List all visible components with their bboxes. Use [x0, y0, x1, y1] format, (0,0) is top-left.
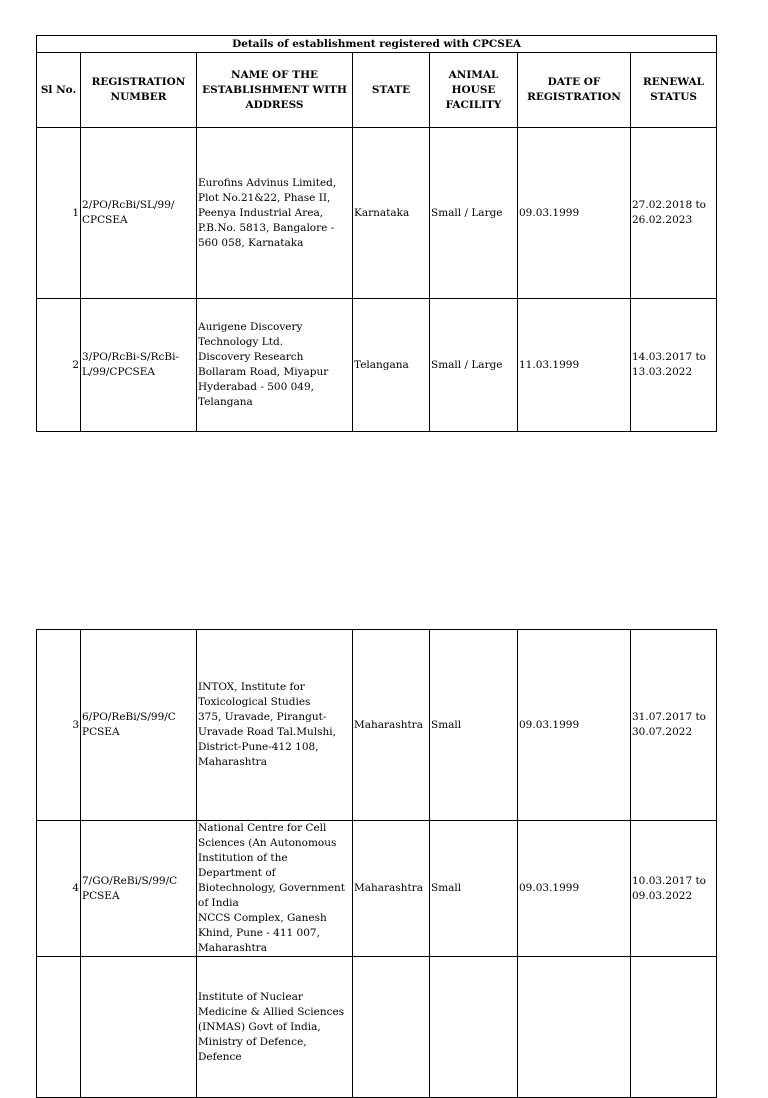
facility-cell: Small / Large [430, 128, 518, 299]
registration-table-top [36, 35, 717, 432]
registration-date-cell: 09.03.1999 [518, 821, 631, 957]
registration-number-cell: 2/PO/RcBi/SL/99/ CPCSEA [81, 128, 197, 299]
establishment-address-cell: Aurigene Discovery Technology Ltd. Discovery Research Bollaram Road, Miyapur Hyderabad - 500 049, Telangana [197, 299, 353, 432]
registration-table-continued [36, 629, 717, 1098]
facility-cell: Small [430, 821, 518, 957]
state-cell: Telangana [353, 299, 430, 432]
renewal-status-cell [631, 957, 717, 1098]
facility-cell [430, 957, 518, 1098]
sl-no-cell: 3 [37, 630, 81, 821]
state-cell: Karnataka [353, 128, 430, 299]
header-animal-house: ANIMAL HOUSE FACILITY [430, 53, 518, 128]
table-row [37, 957, 717, 1098]
registration-number-cell [81, 957, 197, 1098]
header-renewal-status: RENEWAL STATUS [631, 53, 717, 128]
registration-date-cell: 09.03.1999 [518, 630, 631, 821]
renewal-status-cell: 27.02.2018 to 26.02.2023 [631, 128, 717, 299]
header-state: STATE [353, 53, 430, 128]
establishment-address-cell: National Centre for Cell Sciences (An Autonomous Institution of the Department of Biotechnology, Government of India NCCS Complex, Ganesh Khind, Pune - 411 007, Maharashtra [197, 821, 353, 957]
establishment-address-cell: INTOX, Institute for Toxicological Studies 375, Uravade, Pirangut- Uravade Road Tal.Mulshi, District-Pune-412 108, Maharashtra [197, 630, 353, 821]
table-row [37, 630, 717, 821]
registration-date-cell: 11.03.1999 [518, 299, 631, 432]
header-establishment-name: NAME OF THE ESTABLISHMENT WITH ADDRESS [197, 53, 353, 128]
sl-no-cell: 4 [37, 821, 81, 957]
registration-number-cell: 6/PO/ReBi/S/99/C PCSEA [81, 630, 197, 821]
registration-number-cell: 3/PO/RcBi-S/RcBi- L/99/CPCSEA [81, 299, 197, 432]
sl-no-cell: 1 [37, 128, 81, 299]
establishment-address-cell: Institute of Nuclear Medicine & Allied Sciences (INMAS) Govt of India, Ministry of Defence, Defence [197, 957, 353, 1098]
state-cell [353, 957, 430, 1098]
sl-no-cell: 2 [37, 299, 81, 432]
header-date-of-registration: DATE OF REGISTRATION [518, 53, 631, 128]
renewal-status-cell: 14.03.2017 to 13.03.2022 [631, 299, 717, 432]
state-cell: Maharashtra [353, 630, 430, 821]
header-registration-number: REGISTRATION NUMBER [81, 53, 197, 128]
table-row [37, 299, 717, 432]
table-title: Details of establishment registered with CPCSEA [37, 36, 717, 53]
renewal-status-cell: 31.07.2017 to 30.07.2022 [631, 630, 717, 821]
sl-no-cell [37, 957, 81, 1098]
registration-date-cell [518, 957, 631, 1098]
table-row [37, 821, 717, 957]
registration-number-cell: 7/GO/ReBi/S/99/C PCSEA [81, 821, 197, 957]
establishment-address-cell: Eurofins Advinus Limited, Plot No.21&22, Phase II, Peenya Industrial Area, P.B.No. 5813, Bangalore - 560 058, Karnataka [197, 128, 353, 299]
registration-date-cell: 09.03.1999 [518, 128, 631, 299]
header-sl-no: Sl No. [37, 53, 81, 128]
facility-cell: Small / Large [430, 299, 518, 432]
table-row [37, 128, 717, 299]
header-row [37, 53, 717, 128]
renewal-status-cell: 10.03.2017 to 09.03.2022 [631, 821, 717, 957]
facility-cell: Small [430, 630, 518, 821]
state-cell: Maharashtra [353, 821, 430, 957]
